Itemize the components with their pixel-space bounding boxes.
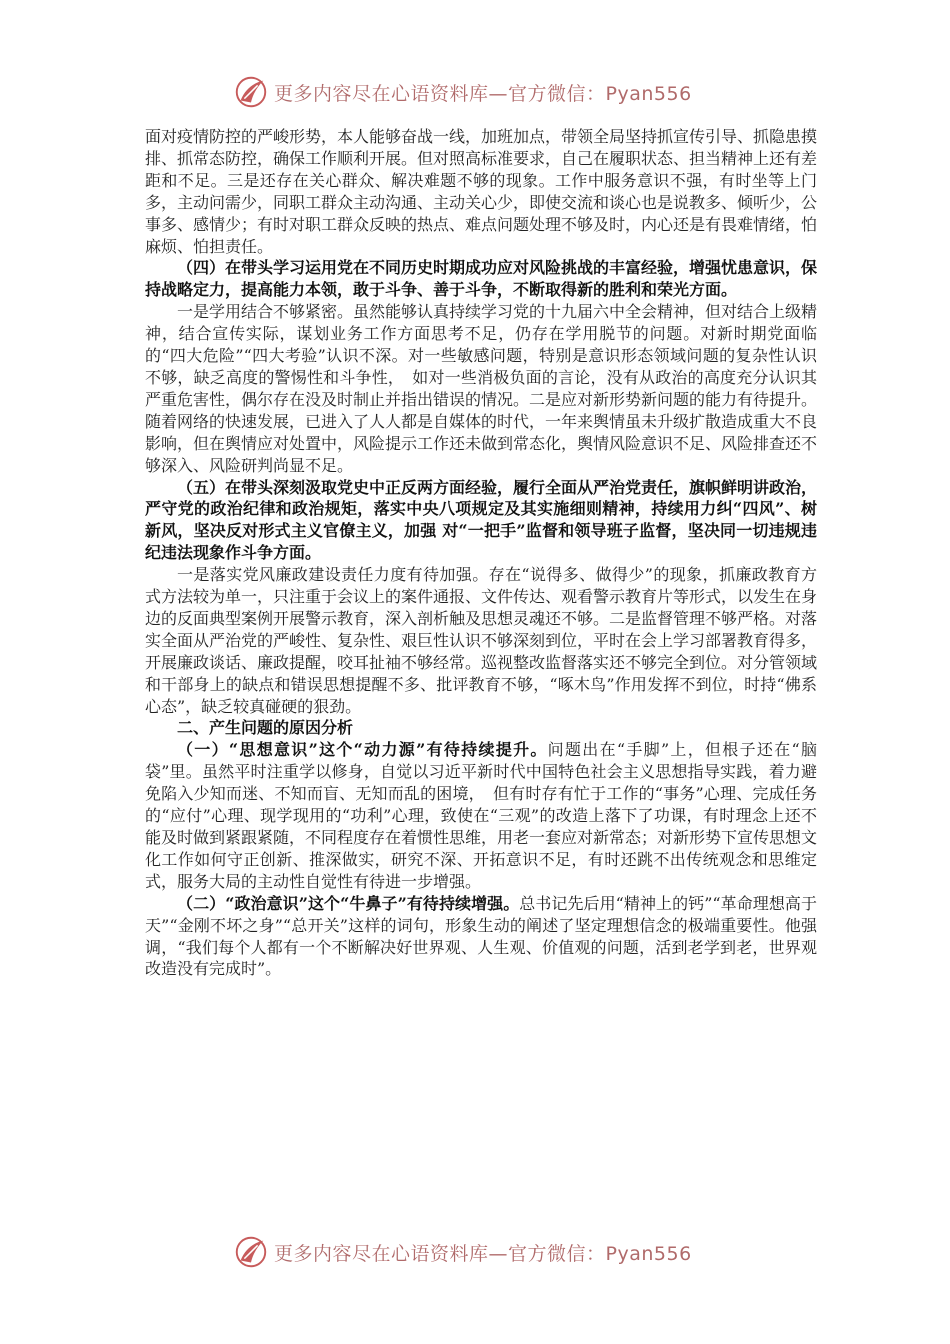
paragraph-5: （二）“政治意识”这个“牛鼻子”有待持续增强。总书记先后用“精神上的钙”“革命理想高于天”“金刚不坏之身”“总开关”这样的词句，形象生动的阐述了坚定理想信念的极端重要性。他强调，“我们每个人都有一个不断解决好世界观、人生观、价值观的问题，活到老学到老，世界观改造没有完成时”。 — [145, 893, 817, 979]
section-heading-5: （五）在带头深刻汲取党史中正反两方面经验，履行全面从严治党责任，旗帜鲜明讲政治，严守党的政治纪律和政治规矩，落实中央八项规定及其实施细则精神，持续用力纠“四风”、树新风，坚决反对形式主义官僚主义，加强 对“一把手”监督和领导班子监督，坚决同一切违规违纪违法现象作斗争方面。 — [145, 477, 818, 563]
paragraph-2: 一是学用结合不够紧密。虽然能够认真持续学习党的十九届六中全会精神，但对结合上级精神，结合宣传实际，谋划业务工作方面思考不足，仍存在学用脱节的问题。对新时期党面临的“四大危险”“四大考验”认识不深。对一些敏感问题，特别是意识形态领域问题的复杂性认识不够，缺乏高度的警惕性和斗争性， 如对一些消极负面的言论，没有从政治的高度充分认识其严重危害性，偶尔存在没及时制止并指出错误的情况。二是应对新形势新问题的能力有待提升。随着网络的快速发展，已进入了人人都是自媒体的时代，一年来舆情虽未升级扩散造成重大不良影响，但在舆情应对处置中，风险提示工作还未做到常态化，舆情风险意识不足、风险排查还不够深入、风险研判尚显不足。 — [145, 302, 818, 475]
logo-icon — [232, 1233, 270, 1271]
logo-icon — [232, 73, 270, 111]
document-body — [145, 126, 817, 980]
paragraph-3: 一是落实党风廉政建设责任力度有待加强。存在“说得多、做得少”的现象，抓廉政教育方式方法较为单一，只注重于会议上的案件通报、文件传达、观看警示教育片等形式，以发生在身边的反面典型案例开展警示教育，深入剖析触及思想灵魂还不够。二是监督管理不够严格。对落实全面从严治党的严峻性、复杂性、艰巨性认识不够深刻到位，平时在会上学习部署教育得多，开展廉政谈话、廉政提醒，咬耳扯袖不够经常。巡视整改监督落实还不够完全到位。对分管领域和干部身上的缺点和错误思想提醒不多、批评教育不够，“啄木鸟”作用发挥不到位，时持“佛系心态”，缺乏较真碰硬的狠劲。 — [145, 565, 818, 716]
paragraph-1: 面对疫情防控的严峻形势，本人能够奋战一线，加班加点，带领全局坚持抓宣传引导、抓隐患摸排、抓常态防控，确保工作顺利开展。但对照高标准要求，自己在履职状态、担当精神上还有差距和不足。三是还存在关心群众、解决难题不够的现象。工作中服务意识不强，有时坐等上门多，主动问需少，同职工群众主动沟通、主动关心少，即使交流和谈心也是说教多、倾听少，公事多、感情少；有时对职工群众反映的热点、难点问题处理不够及时，内心还是有畏难情绪，怕麻烦、怕担责任。 — [145, 127, 818, 256]
paragraph-4: （一）“思想意识”这个“动力源”有待持续提升。问题出在“手脚”上，但根子还在“脑袋”里。虽然平时注重学以修身，自觉以习近平新时代中国特色社会主义思想指导实践，着力避免陷入少知而迷、不知而盲、无知而乱的困境， 但有时存有忙于工作的“事务”心理、完成任务的“应付”心理、现学现用的“功利”心理，致使在“三观”的改造上落下了功课，有时理念上还不能及时做到紧跟紧随，不同程度存在着惯性思维，用老一套应对新常态；对新形势下宣传思想文化工作如何守正创新、推深做实，研究不深、开拓意识不足，有时还跳不出传统观念和思维定式，服务大局的主动性自觉性有待进一步增强。 — [145, 740, 818, 891]
banner-text: 更多内容尽在心语资料库—官方微信：Pyan556 — [274, 82, 692, 105]
banner-text: 更多内容尽在心语资料库—官方微信：Pyan556 — [274, 1242, 692, 1265]
section-heading-4: （四）在带头学习运用党在不同历史时期成功应对风险挑战的丰富经验，增强忧患意识，保持战略定力，提高能力本领，敢于斗争、善于斗争，不断取得新的胜利和荣光方面。 — [145, 258, 818, 300]
footer-banner — [232, 1232, 732, 1272]
header-banner — [232, 72, 732, 112]
section-heading-cause: 二、产生问题的原因分析 — [177, 718, 354, 738]
